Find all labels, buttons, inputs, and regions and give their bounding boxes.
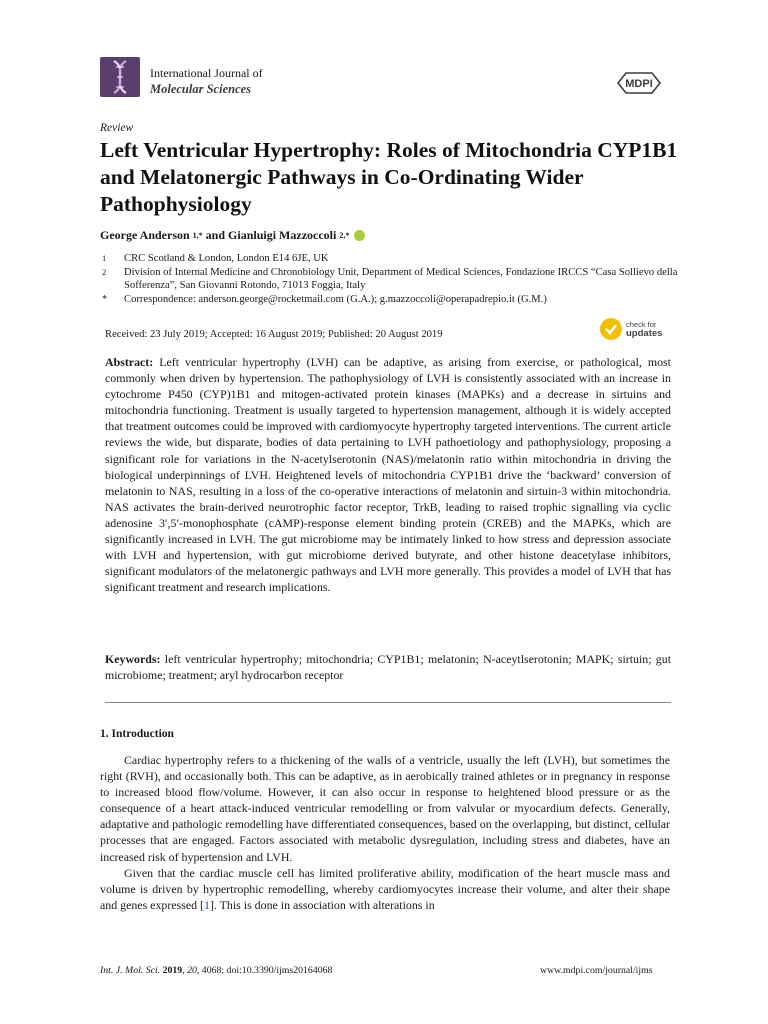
affiliation-item <box>100 266 680 293</box>
article-title: Left Ventricular Hypertrophy: Roles of Mitochondria CYP1B1 and Melatonergic Pathways in Co-Ordinating Wider Pathophysiology <box>100 138 678 216</box>
footer-volume: 20 <box>187 965 197 976</box>
check-updates-top: check for <box>626 320 657 329</box>
paragraph: Cardiac hypertrophy refers to a thickening of the walls of a ventricle, usually the left (LVH), but sometimes the right (RVH), and occasionally both. This can be adaptive, as in aerobically trained athletes or in pregnancy in response to increased blood flow/volume. However, it can also occur in response to heightened blood pressure or as the consequence of a heart attack-induced ventricular remodelling or from valvular or myocardium defects. Generally, adaptative and pathologic remodelling have differentiated consequences, based on the overlapping, but distinct, cellular processes that are engaged. Factors associated with metabolic dysregulation, including stress and diabetes, have an increased risk of hypertension and LVH. <box>100 753 670 864</box>
author-name: George Anderson <box>100 228 190 242</box>
check-for-updates-button[interactable] <box>600 318 662 340</box>
journal-url-link[interactable]: www.mdpi.com/journal/ijms <box>540 965 653 976</box>
paragraph-text: Given that the cardiac muscle cell has limited proliferative ability, modification of the heart muscle mass and volume is driven by hypertrophic remodelling, whereby cardiomyocytes increase their volume, and alter their shape and genes expressed [ <box>100 865 670 912</box>
author-name: Gianluigi Mazzoccoli <box>228 228 337 242</box>
check-updates-bottom: updates <box>626 328 663 339</box>
journal-name-line1: International Journal of <box>150 66 263 80</box>
paragraph <box>100 865 670 913</box>
affiliation-text: CRC Scotland & London, London E14 6JE, UK <box>124 253 329 264</box>
section-heading: 1. Introduction <box>100 728 174 740</box>
dna-icon <box>100 57 140 97</box>
introduction-body <box>100 752 670 913</box>
correspondence-text: Correspondence: anderson.george@rocketmail.com (G.A.); g.mazzoccoli@operapadrepio.it (G.M.) <box>124 293 547 305</box>
footer-doi: , 4068; doi:10.3390/ijms20164068 <box>196 965 333 976</box>
journal-abbreviation: Int. J. Mol. Sci. <box>100 965 161 976</box>
orcid-icon[interactable] <box>354 230 365 241</box>
check-updates-icon <box>600 318 622 340</box>
publication-dates: Received: 23 July 2019; Accepted: 16 August 2019; Published: 20 August 2019 <box>105 329 443 340</box>
affiliation-mark: 1 <box>102 253 107 263</box>
keywords-text: left ventricular hypertrophy; mitochondria; CYP1B1; melatonin; N-aceytlserotonin; MAPK; sirtuin; gut microbiome; treatment; aryl hydrocarbon receptor <box>105 652 671 683</box>
check-updates-label <box>626 320 662 338</box>
journal-name-line2: Molecular Sciences <box>150 82 252 96</box>
affiliation-text: Division of Internal Medicine and Chronobiology Unit, Department of Medical Sciences, Fondazione IRCCS “Casa Sollievo della Sofferenza”, San Giovanni Rotondo, 71013 Foggia, Italy <box>124 266 678 291</box>
abstract-text: Left ventricular hypertrophy (LVH) can be adaptive, as arising from exercise, or pathological, most commonly when driven by hypertension. The pathophysiology of LVH is consistently associated with an increase in cytochrome P450 (CYP)1B1 and mitogen-activated protein kinases (MAPKs) and a decrease in sirtuins and mitochondria functioning. Treatment is usually targeted to hypertension management, although it is widely accepted that treatment outcomes could be improved with cardiomyocyte hypertrophy targeted interventions. The current article reviews the wide, but disparate, bodies of data pertaining to LVH pathoetiology and pathophysiology, proposing a significant role for variations in the N-acetylserotonin (NAS)/melatonin ratio within mitochondria in driving the biological underpinnings of LVH. Heightened levels of mitochondria CYP1B1 drive the ‘backward’ conversion of melatonin to NAS, resulting in a loss of the co-operative interactions of melatonin and sirtuin-3 within mitochondria. NAS activates the brain-derived neurotrophic factor receptor, TrkB, leading to raised trophic signalling via cyclic adenosine 3′,5′-monophosphate (cAMP)-response element binding protein (CREB) and the MAPKs, which are significantly increased in LVH. The gut microbiome may be intimately linked to how stress and depression associate with LVH and hypertension, with gut microbiome derived butyrate, and other histone deacetylase inhibitors, significant modulators of the melatonergic pathways and LVH more generally. This provides a model of LVH that has significant treatment and research implications. <box>105 355 671 595</box>
paragraph-text: ]. This is done in association with alterations in <box>209 897 435 912</box>
author-joiner: and <box>205 228 226 242</box>
author-affiliation-mark: 2,* <box>339 231 350 240</box>
affiliation-mark: 2 <box>102 266 107 277</box>
journal-logo <box>100 57 140 97</box>
citation-link[interactable]: 1 <box>204 897 210 912</box>
author-affiliation-mark: 1,* <box>192 231 203 240</box>
section-divider <box>105 702 671 703</box>
article-type: Review <box>100 122 134 134</box>
keywords-label: Keywords: <box>105 652 161 666</box>
author-list <box>100 228 365 243</box>
keywords <box>105 651 671 683</box>
abstract-label: Abstract: <box>105 355 154 369</box>
abstract <box>105 354 671 595</box>
affiliation-item <box>100 252 680 266</box>
footer-year: 2019 <box>162 965 183 976</box>
footer-citation: Int. J. Mol. Sci. 2019, 20, 4068; doi:10.3390/ijms20164068 <box>100 965 333 976</box>
mdpi-logo <box>614 70 664 96</box>
publisher-name: MDPI <box>625 78 653 90</box>
affiliation-mark: * <box>102 293 108 305</box>
affiliation-item <box>100 293 680 307</box>
affiliations <box>100 252 680 306</box>
